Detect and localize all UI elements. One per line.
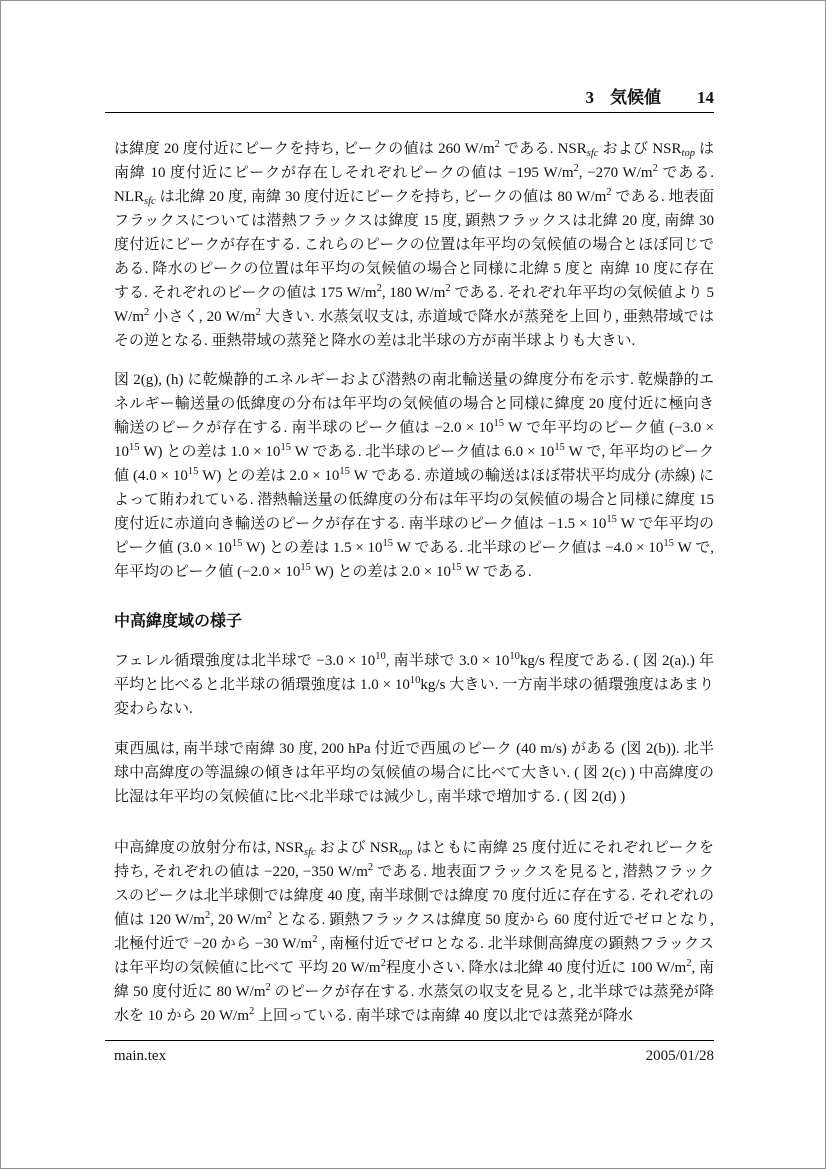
page-footer [114, 1045, 714, 1067]
header-rule [105, 112, 714, 113]
footer-rule [105, 1040, 714, 1041]
section-number: 3 [585, 88, 594, 107]
section-title: 気候値 [610, 88, 661, 107]
page-header [113, 87, 714, 109]
page-number: 14 [697, 88, 714, 107]
paragraph-low-latitude-radiation: は緯度 20 度付近にピークを持ち, ピークの値は 260 $W/m^2$ である. $NSR_{sfc}$ および $NSR_{top}$ は南緯 10 度付近にピークが存在しそれぞれピークの値は −195 $W/m^2$, −270 $W/m^2$ である. $NLR_{sfc}$ は北緯 20 度, 南緯 30 度付近にピークを持ち, ピークの値は 80 $W/m^2$ である. 地表面フラックスについては潜熱フラックスは緯度 15 度, 顕熱フラックスは北緯 20 度, 南緯 30 度付近にピークが存在する. これらのピークの位置は年平均の気候値の場合とほぼ同じである. 降水のピークの位置は年平均の気候値の場合と同様に北緯 5 度と 南緯 10 度に存在する. それぞれのピークの値は 175 $W/m^2$, 180 $W/m^2$ である. それぞれ年平均の気候値より 5 $W/m^2$ 小さく, 20 $W/m^2$ 大きい. 水蒸気収支は, 赤道域で降水が蒸発を上回り, 亜熱帯域ではその逆となる. 亜熱帯域の蒸発と降水の差は北半球の方が南半球よりも大きい. [114, 139, 714, 349]
document-body [114, 137, 714, 1028]
footer-date: 2005/01/28 [645, 1048, 714, 1064]
paragraph-zonal-wind: 東西風は, 南半球で南緯 30 度, 200 hPa 付近で西風のピーク (40 m/s) がある (図 2(b)). 北半球中高緯度の等温線の傾きは年平均の気候値の場合に比べて大きい. ( 図 2(c) ) 中高緯度の比湿は年平均の気候値に比べ北半球では減少し, 南半球で増加する. ( 図 2(d) ) [114, 741, 714, 805]
paragraph-mid-high-latitude-radiation: 中高緯度の放射分布は, $NSR_{sfc}$ および $NSR_{top}$ はともに南緯 25 度付近にそれぞれピークを持ち, それぞれの値は −220, −350 $W/m^2$ である. 地表面フラックスを見ると, 潜熱フラックスのピークは北半球側では緯度 40 度, 南半球側では緯度 70 度付近に存在する. それぞれの値は 120 $W/m^2$, 20 $W/m^2$ となる. 顕熱フラックスは緯度 50 度から 60 度付近でゼロとなり, 北極付近で −20 から −30 $W/m^2$ , 南極付近でゼロとなる. 北半球側高緯度の顕熱フラックスは年平均の気候値に比べて 平均 20 $W/m^2$程度小さい. 降水は北緯 40 度付近に 100 $W/m^2$, 南緯 50 度付近に 80 $W/m^2$ のピークが存在する. 水蒸気の収支を見ると, 北半球では蒸発が降水を 10 から 20 $W/m^2$ 上回っている. 南半球では南緯 40 度以北では蒸発が降水 [114, 840, 715, 1024]
footer-filename: main.tex [114, 1048, 167, 1064]
paragraph-ferrel-circulation: フェレル循環強度は北半球で $-3.0 \times 10^{10}$, 南半球で $3.0 \times 10^{10}kg/s$ 程度である. ( 図 2(a).) 年平均と比べると北半球の循環強度は $1.0 \times 10^{10}kg/s$ 大きい. 一方南半球の循環強度はあまり変わらない. [114, 651, 714, 717]
subsection-heading: 中高緯度域の様子 [114, 613, 243, 630]
paragraph-meridional-transport: 図 2(g), (h) に乾燥静的エネルギーおよび潜熱の南北輸送量の緯度分布を示す. 乾燥静的エネルギー輸送量の低緯度の分布は年平均の気候値の場合と同様に緯度 20 度付近に極向き輸送のピークが存在する. 南半球のピーク値は $-2.0 \times 10^{15}$ W で年平均のピーク値 ($-3.0 \times 10^{15}$ W) との差は $1.0 \times 10^{15}$ W である. 北半球のピーク値は $6.0 \times 10^{15}$ W で, 年平均のピーク値 ($4.0 \times 10^{15}$ W) との差は $2.0 \times 10^{15}$ W である. 赤道域の輸送はほぼ帯状平均成分 (赤線) によって賄われている. 潜熱輸送量の低緯度の分布は年平均の気候値の場合と同様に緯度 15 度付近に赤道向き輸送のピークが存在する. 南半球のピーク値は $-1.5 \times 10^{15}$ W で年平均のピーク値 ($3.0 \times 10^{15}$ W) との差は $1.5 \times 10^{15}$ W である. 北半球のピーク値は $-4.0 \times 10^{15}$ W で, 年平均のピーク値 ($-2.0 \times 10^{15}$ W) との差は $2.0 \times 10^{15}$ W である. [114, 372, 714, 580]
